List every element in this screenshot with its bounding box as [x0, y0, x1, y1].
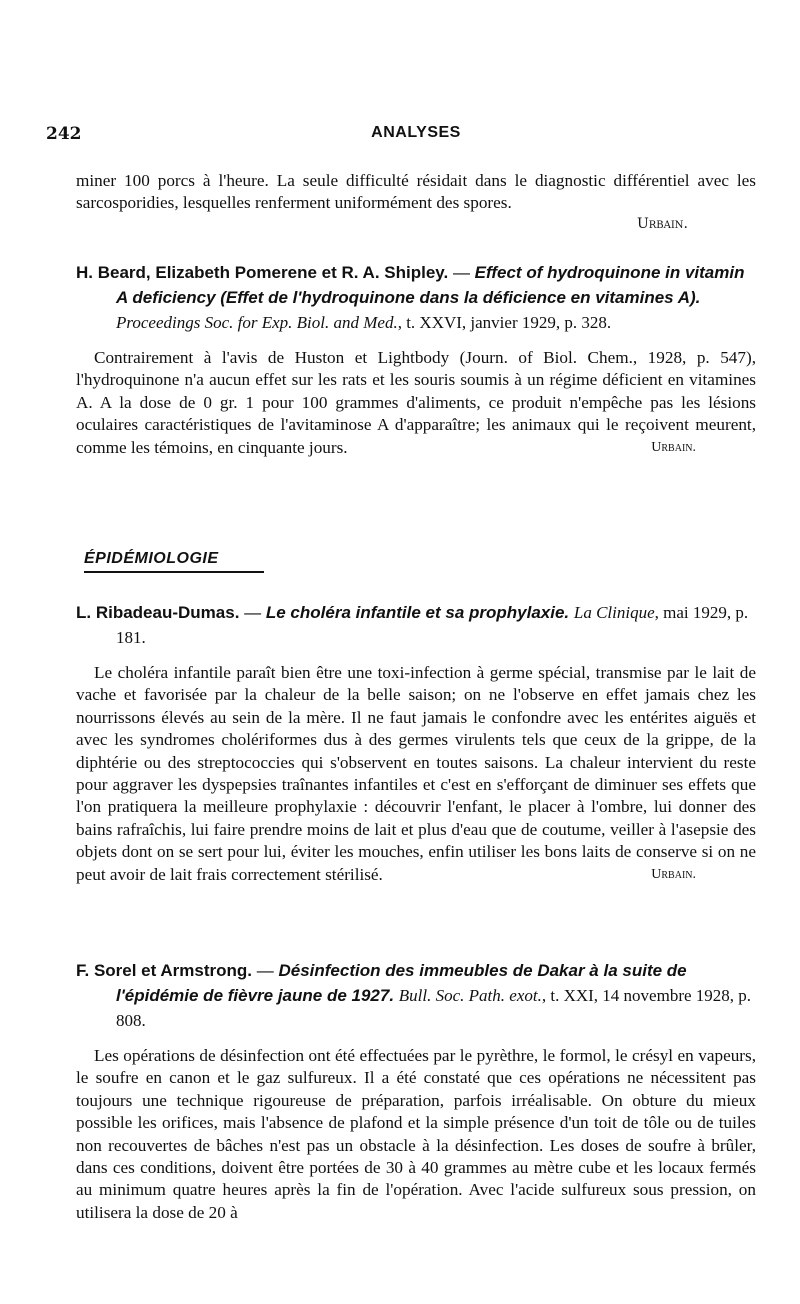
article-1-body: [76, 347, 756, 459]
section-underline: [84, 571, 264, 573]
running-title: ANALYSES: [371, 124, 461, 141]
running-header: [46, 124, 756, 146]
article-1-reference: [76, 260, 756, 335]
article-3: [76, 958, 756, 1224]
page-number: 242: [46, 124, 82, 144]
article-2-reference: [76, 600, 756, 650]
article-2: [76, 600, 756, 886]
article-2-signature: Urbain.: [651, 866, 696, 882]
article-3-reference: [76, 958, 756, 1033]
article-2-separator: —: [239, 603, 266, 622]
article-1-signature: Urbain.: [651, 439, 696, 455]
article-2-authors: L. Ribadeau-Dumas.: [76, 603, 240, 622]
article-2-citation: , mai 1929, p. 181.: [116, 603, 749, 647]
article-2-body: [76, 662, 756, 886]
article-1-citation: , t. XXVI, janvier 1929, p. 328.: [397, 313, 612, 332]
article-3-authors: F. Sorel et Armstrong.: [76, 961, 253, 980]
article-1-authors: H. Beard, Elizabeth Pomerene et R. A. Shipley.: [76, 263, 449, 282]
section-heading: ÉPIDÉMIOLOGIE: [84, 550, 219, 567]
intro-signature: Urbain.: [636, 215, 688, 232]
article-1-title: Effect of hydroquinone in vitamin A deficiency (Effet de l'hydroquinone dans la déficience en vitamines A).: [116, 263, 745, 307]
article-3-journal: Bull. Soc. Path. exot.: [398, 986, 542, 1005]
article-3-body: [76, 1045, 756, 1224]
article-2-title: Le choléra infantile et sa prophylaxie.: [265, 603, 570, 622]
article-3-title: Désinfection des immeubles de Dakar à la suite de l'épidémie de fièvre jaune de 1927.: [116, 961, 687, 1005]
article-1-journal: Proceedings Soc. for Exp. Biol. and Med.: [116, 313, 398, 332]
article-3-body-text: Les opérations de désinfection ont été effectuées par le pyrèthre, le formol, le crésyl en vapeurs, le soufre en canon et le gaz sulfureux. Il a été constaté que ces opérations ne nécessitent pas toujours une technique rigoureuse de préparation, parfois irréalisable. On obture du mieux possible les orifices, mais l'absence de plafond et la simple présence d'un toit de tôle ou de tuiles non recouvertes de bâches n'est pas un obstacle à la désinfection. Les doses de soufre à brûler, dans ces conditions, doivent être portées de 30 à 40 grammes au mètre cube et les locaux fermés au minimum quatre heures après la fin de l'opération. Avec l'acide sulfureux sous pression, on utilisera la dose de 20 à: [76, 1046, 756, 1222]
article-2-journal: La Clinique: [573, 603, 655, 622]
article-1-separator: —: [448, 263, 475, 282]
intro-text: miner 100 porcs à l'heure. La seule difficulté résidait dans le diagnostic différentiel avec les sarcosporidies, lesquelles renferment uniformément des spores.: [76, 171, 756, 213]
article-2-body-text: Le choléra infantile paraît bien être une toxi-infection à germe spécial, transmise par le lait de vache et favorisée par la chaleur de la belle saison; on ne l'observe en effet jamais chez les nourrissons élevés au sein de la mère. Il ne faut jamais le confondre avec les entérites aiguës et avec les syndromes cholériformes dus à des germes virulents tels que ceux de la grippe, de la diphtérie ou des streptococcies qui s'observent en toutes saisons. La chaleur intervient du reste pour aggraver les dyspepsies traînantes infantiles et c'est en s'efforçant de diminuer ses effets que l'on pratiquera la meilleure prophylaxie : découvrir l'enfant, le placer à l'ombre, lui donner des bains rafraîchis, lui faire prendre moins de lait et plus d'eau que de coutume, veiller à l'asepsie des objets dont on se sert pour lui, éviter les mouches, enfin utiliser les bons laits de conserve si on ne peut avoir de lait frais correctement stérilisé.: [76, 663, 756, 884]
article-3-separator: —: [252, 961, 279, 980]
intro-block: [76, 170, 756, 233]
article-3-citation: , t. XXI, 14 novembre 1928, p. 808.: [116, 986, 752, 1030]
article-1: [76, 260, 756, 459]
article-1-body-text: Contrairement à l'avis de Huston et Lightbody (Journ. of Biol. Chem., 1928, p. 547), l'hydroquinone n'a aucun effet sur les rats et les souris soumis à un régime déficient en vitamines A. A la dose de 0 gr. 1 pour 100 grammes d'aliments, ce produit n'empêche pas les lésions oculaires caractéristiques de l'avitaminose A d'apparaître; les animaux qui le reçoivent meurent, comme les témoins, en cinquante jours.: [76, 348, 756, 457]
